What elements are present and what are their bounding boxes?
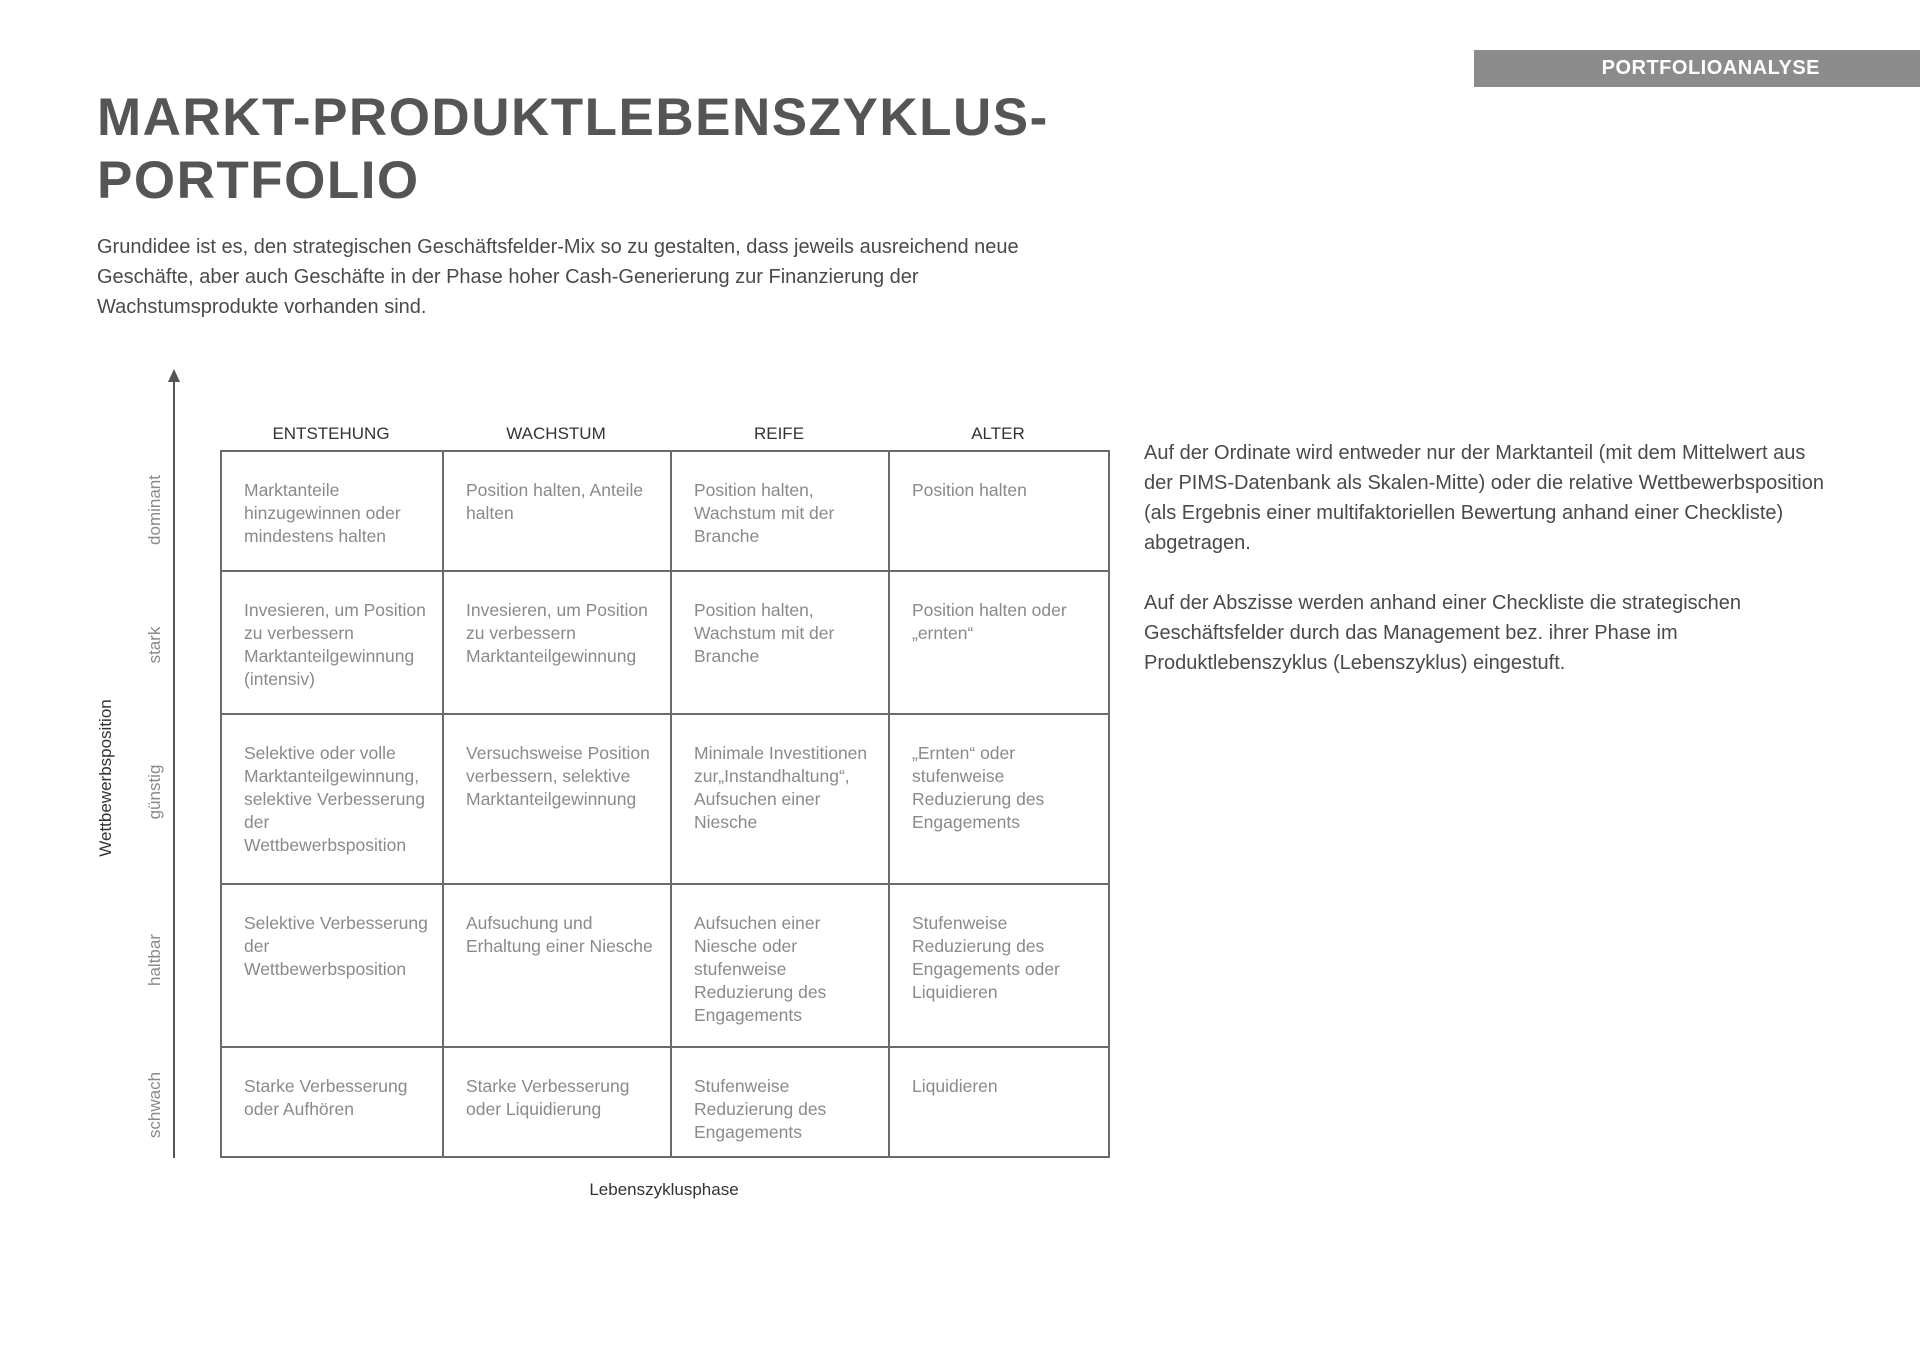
matrix-row-stark — [221, 571, 1109, 714]
matrix-cell: „Ernten“ oder stufenweise Reduzierung des Engagements — [889, 714, 1109, 884]
intro-paragraph: Grundidee ist es, den strategischen Geschäftsfelder-Mix so zu gestalten, dass jeweils ausreichend neue Geschäfte, aber auch Geschäfte in der Phase hoher Cash-Generierung zur Finanzierung der Wachstumsprodukte vorhanden sind. — [97, 236, 1019, 318]
matrix-cell: Position halten, Wachstum mit der Branche — [671, 571, 889, 714]
matrix-cell: Minimale Investitionen zur„Instandhaltung“, Aufsuchen einer Niesche — [671, 714, 889, 884]
matrix-cell: Invesieren, um Position zu verbessern Marktanteilgewinnung — [443, 571, 671, 714]
y-axis-line — [173, 378, 175, 1158]
strategy-matrix — [220, 450, 1110, 1158]
matrix-cell: Stufenweise Reduzierung des Engagements oder Liquidieren — [889, 884, 1109, 1047]
matrix-cell: Position halten oder „ernten“ — [889, 571, 1109, 714]
matrix-cell: Stufenweise Reduzierung des Engagements — [671, 1047, 889, 1157]
matrix-cell: Aufsuchen einer Niesche oder stufenweise Reduzierung des Engagements — [671, 884, 889, 1047]
matrix-cell: Invesieren, um Position zu verbessern Marktanteilgewinnung (intensiv) — [221, 571, 443, 714]
explanation-paragraph-2: Auf der Abszisse werden anhand einer Checkliste die strategischen Geschäftsfelder durch das Management bez. ihrer Phase im Produktlebenszyklus (Lebenszyklus) eingestuft. — [1144, 592, 1742, 674]
explanation-text — [1144, 438, 1824, 708]
column-header-entstehung: ENTSTEHUNG — [272, 424, 390, 443]
page-title-line-2: PORTFOLIO — [97, 151, 420, 210]
matrix-cell: Starke Verbesserung oder Liquidierung — [443, 1047, 671, 1157]
matrix-cell: Marktanteile hinzugewinnen oder mindestens halten — [221, 451, 443, 571]
section-label: PORTFOLIOANALYSE — [1474, 50, 1920, 87]
matrix-cell: Position halten, Anteile halten — [443, 451, 671, 571]
page-title-line-1: MARKT-PRODUKTLEBENSZYKLUS- — [97, 88, 1049, 147]
explanation-paragraph-1: Auf der Ordinate wird entweder nur der Marktanteil (mit dem Mittelwert aus der PIMS-Datenbank als Skalen-Mitte) oder die relative Wettbewerbsposition (als Ergebnis einer multifaktoriellen Bewertung anhand einer Checkliste) abgetragen. — [1144, 442, 1824, 554]
matrix-cell: Selektive oder volle Marktanteilgewinnung, selektive Verbesserung der Wettbewerbsposition — [221, 714, 443, 884]
matrix-cell: Position halten — [889, 451, 1109, 571]
column-header-wachstum: WACHSTUM — [506, 424, 606, 443]
matrix-row-schwach — [221, 1047, 1109, 1157]
matrix-cell: Position halten, Wachstum mit der Branche — [671, 451, 889, 571]
matrix-cell: Liquidieren — [889, 1047, 1109, 1157]
matrix-row-dominant — [221, 451, 1109, 571]
matrix-row-guenstig — [221, 714, 1109, 884]
matrix-cell: Selektive Verbesserung der Wettbewerbsposition — [221, 884, 443, 1047]
matrix-cell: Aufsuchung und Erhaltung einer Niesche — [443, 884, 671, 1047]
page-title — [97, 86, 1049, 212]
matrix-cell: Versuchsweise Position verbessern, selektive Marktanteilgewinnung — [443, 714, 671, 884]
matrix-row-haltbar — [221, 884, 1109, 1047]
matrix-cell: Starke Verbesserung oder Aufhören — [221, 1047, 443, 1157]
x-axis-label: Lebenszyklusphase — [589, 1180, 739, 1199]
column-header-alter: ALTER — [971, 424, 1025, 443]
column-header-reife: REIFE — [753, 424, 805, 443]
